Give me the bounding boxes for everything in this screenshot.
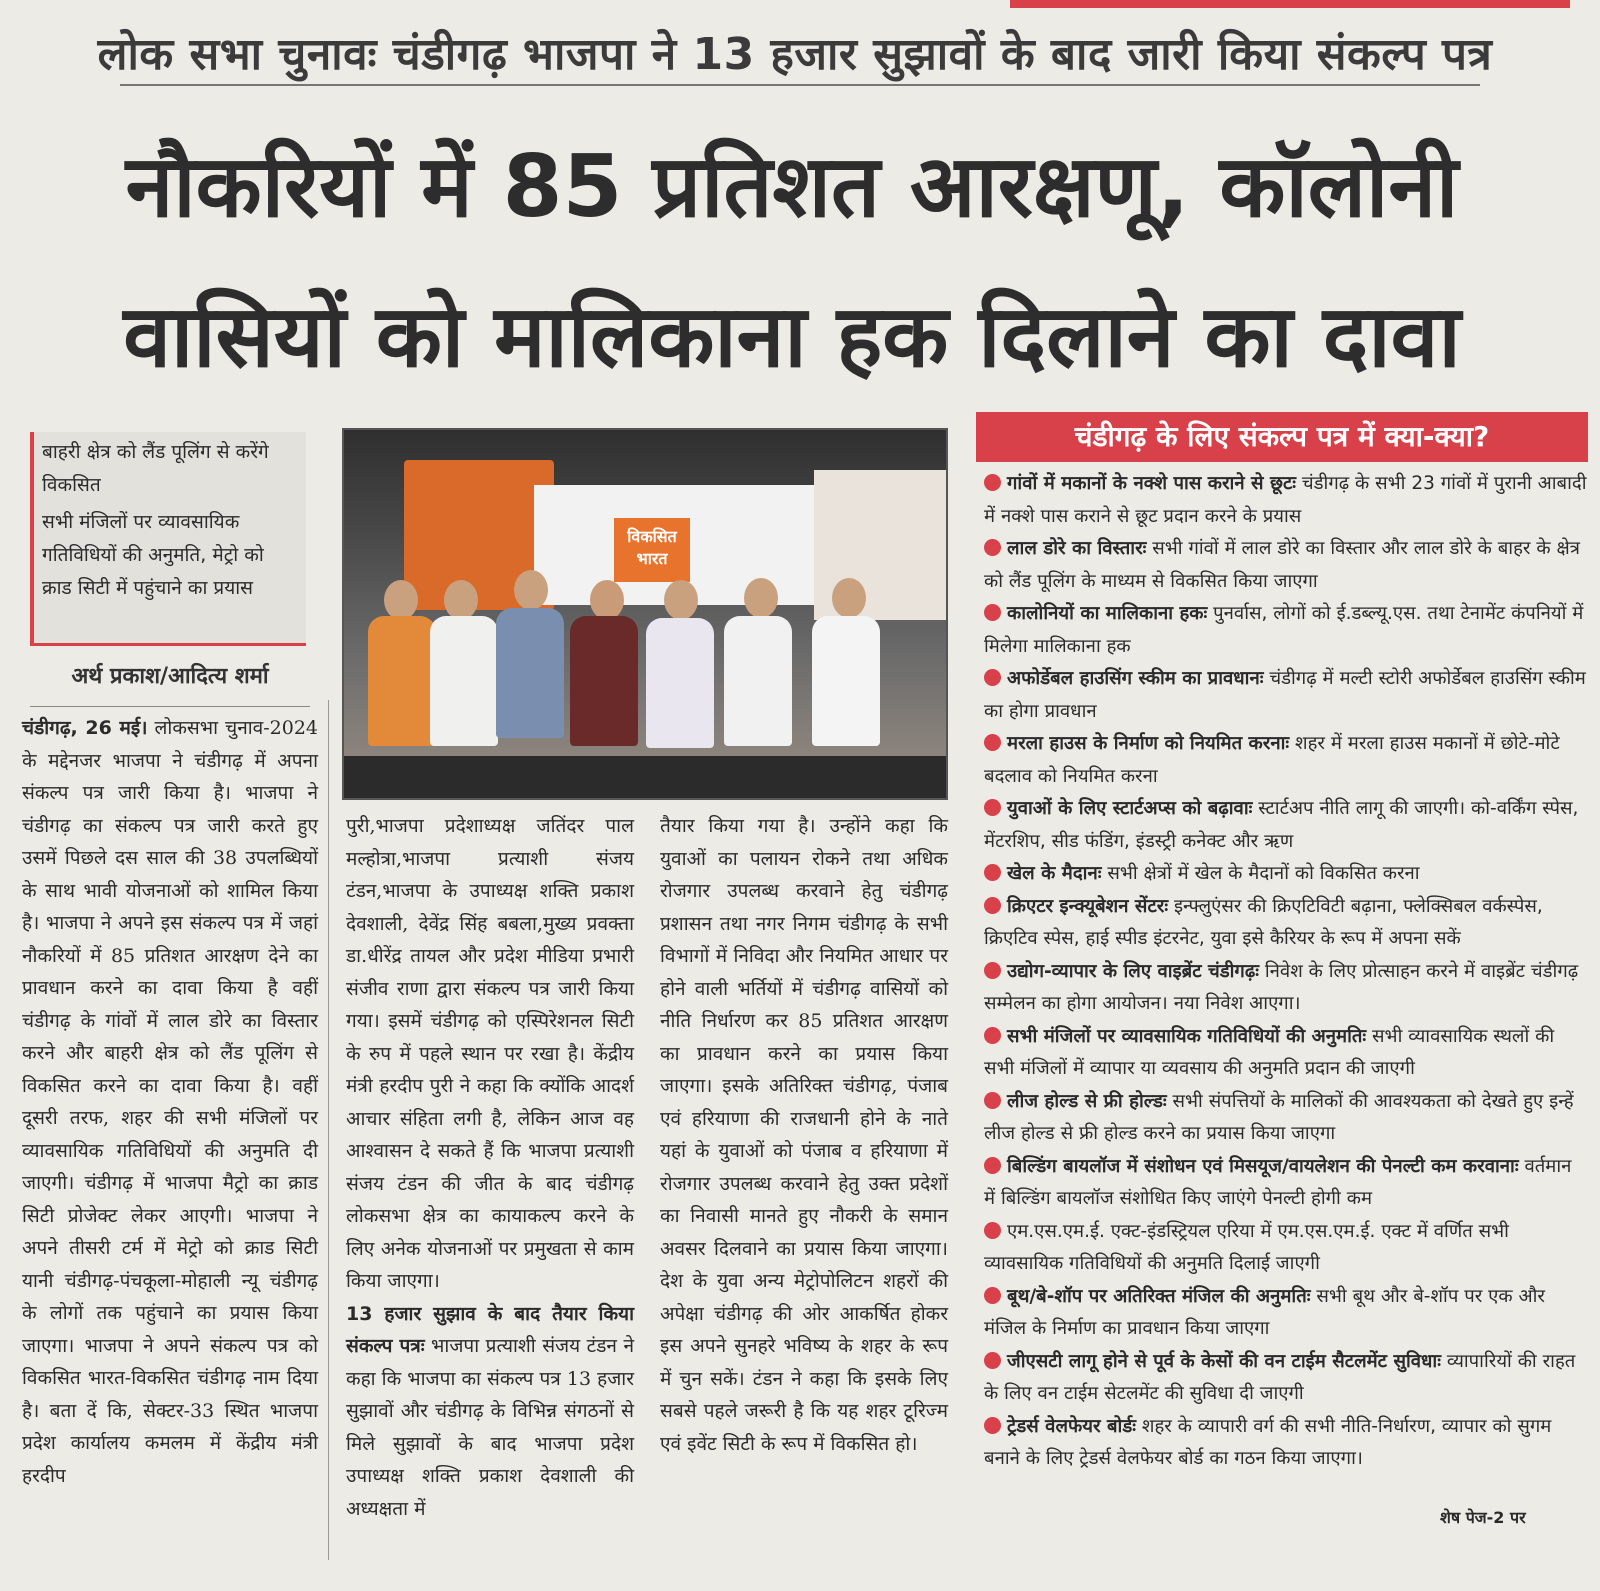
manifesto-box-title: चंडीगढ़ के लिए संकल्प पत्र में क्या-क्या?: [976, 412, 1588, 462]
person-6-body: [724, 616, 792, 746]
manifesto-item-text: शहर के व्यापारी वर्ग की सभी नीति-निर्धारण, व्यापार को सुगम बनाने के लिए ट्रेडर्स वेलफेयर बोर्ड का गठन किया जाएगा।: [984, 1415, 1552, 1469]
person-1-head: [384, 580, 418, 620]
bullet-icon: [984, 669, 1001, 686]
article-column-1: [22, 712, 318, 1492]
manifesto-item-label: खेल के मैदानः: [1007, 863, 1102, 884]
person-4-body: [570, 616, 638, 746]
column-3-text: तैयार किया गया है। उन्होंने कहा कि युवाओं का पलायन रोकने तथा अधिक रोजगार उपलब्ध करवाने हेतु चंडीगढ़ प्रशासन तथा नगर निगम चंडीगढ़ के सभी विभागों में निविदा और नियमित आधार पर होने वाली भर्तियों में चंडीगढ़ वासियों को नीति निर्धारण कर 85 प्रतिशत आरक्षण का प्रावधान करने का प्रयास किया जाएगा। इसके अतिरिक्त चंडीगढ़, पंजाब एवं हरियाणा की राजधानी होने के नाते यहां के युवाओं को पंजाब व हरियाणा में रोजगार उपलब्ध करवाने हेतु उक्त प्रदेशों का निवासी मानते हुए नौकरी के समान अवसर दिलवाने का प्रयास किया जाएगा। देश के युवा अन्य मेट्रोपोलिटन शहरों की अपेक्षा चंडीगढ़ की ओर आकर्षित होकर इस अपने सुनहरे भविष्य के शहर के रूप में चुन सकें। टंडन ने कहा कि इसके लिए सबसे पहले जरूरी है कि यह शहर टूरिज्म एवं इवेंट सिटी के रूप में विकसित हो।: [660, 815, 948, 1455]
manifesto-items-list: [976, 462, 1588, 1476]
bullet-icon: [984, 734, 1001, 751]
highlights-box: [30, 432, 306, 646]
column-1-text: लोकसभा चुनाव-2024 के मद्देनजर भाजपा ने चंडीगढ़ में अपना संकल्प पत्र जारी किया है। भाजपा ने चंडीगढ़ का संकल्प पत्र जारी करते हुए उसमें पिछले दस साल की 38 उपलब्धियों के साथ भावी योजनाओं को शामिल किया है। भाजपा ने अपने इस संकल्प पत्र में जहां नौकरियों में 85 प्रतिशत आरक्षण देने का प्रावधान करने का दावा किया है वहीं चंडीगढ़ के गांवों में लाल डोरे का विस्तार करने और बाहरी क्षेत्र को लैंड पूलिंग से विकसित करने का दावा किया है। वहीं दूसरी तरफ, शहर की सभी मंजिलों पर व्यावसायिक गतिविधियों की अनुमति दी जाएगी। चंडीगढ़ में भाजपा मैट्रो का क्राड सिटी प्रोजेक्ट लेकर आएगी। भाजपा ने अपने तीसरी टर्म में मेट्रो को क्राड सिटी यानी चंडीगढ़-पंचकूला-मोहाली न्यू चंडीगढ़ के लोगों तक पहुंचाने का प्रयास किया जाएगा। भाजपा ने अपने संकल्प पत्र को विकसित भारत-विकसित चंडीगढ़ नाम दिया है। बता दें कि, सेक्टर-33 स्थित भाजपा प्रदेश कार्यालय कमलम में केंद्रीय मंत्री हरदीप: [22, 717, 319, 1487]
manifesto-item-label: गांवों में मकानों के नक्शे पास कराने से छूटः: [1007, 473, 1297, 494]
bullet-icon: [984, 1027, 1001, 1044]
kicker-underline: [120, 84, 1480, 86]
person-6-head: [744, 578, 778, 618]
photo-banner-text: विकसित भारत: [627, 527, 677, 568]
headline-line-2: वासियों को मालिकाना हक दिलाने का दावा: [123, 287, 1461, 387]
press-conference-photo: [342, 428, 948, 800]
manifesto-item-label: क्रिएटर इन्क्यूबेशन सेंटरः: [1007, 895, 1169, 917]
manifesto-item: [984, 1346, 1588, 1411]
bullet-icon: [984, 962, 1001, 979]
manifesto-item-label: सभी मंजिलों पर व्यावसायिक गतिविधियों की अनुमतिः: [1007, 1025, 1367, 1047]
manifesto-item-text: सभी क्षेत्रों में खेल के मैदानों को विकसित करना: [1101, 863, 1420, 884]
column-rule-1: [328, 700, 329, 1560]
manifesto-item-text: शहर में मरला हाउस मकानों में छोटे-मोटे बदलाव को नियमित करना: [984, 733, 1560, 787]
manifesto-item: [984, 663, 1588, 728]
continued-on-page: शेष पेज-2 पर: [1440, 1508, 1526, 1527]
manifesto-item-label: ट्रेडर्स वेलफेयर बोर्डः: [1007, 1415, 1136, 1437]
bullet-icon: [984, 1222, 1001, 1239]
manifesto-item: [984, 1151, 1588, 1216]
manifesto-item: [984, 858, 1588, 891]
manifesto-item: [984, 1216, 1588, 1281]
manifesto-item: [984, 1021, 1588, 1086]
manifesto-item-text: सभी बूथ और बे-शॉप पर एक और मंजिल के निर्माण का प्रावधान किया जाएगा: [984, 1285, 1545, 1339]
top-red-bar: [1010, 0, 1570, 8]
dateline: चंडीगढ़, 26 मई।: [22, 717, 148, 739]
headline-line-1: नौकरियों में 85 प्रतिशत आरक्षणू, कॉलोनी: [125, 137, 1459, 237]
byline: अर्थ प्रकाश/आदित्य शर्मा: [30, 660, 310, 707]
manifesto-item-text: स्टार्टअप नीति लागू की जाएगी। को-वर्किंग स्पेस, मेंटरशिप, सीड फंडिंग, इंडस्ट्री कनेक्ट और ऋण: [984, 798, 1579, 852]
person-2-body: [430, 616, 498, 746]
manifesto-item: [984, 1281, 1588, 1346]
manifesto-item-text: व्यापारियों की राहत के लिए वन टाईम सेटलमेंट की सुविधा दी जाएगी: [984, 1350, 1576, 1404]
manifesto-item: [984, 956, 1588, 1021]
bullet-icon: [984, 539, 1001, 556]
manifesto-item-text: चंडीगढ़ में मल्टी स्टोरी अफोर्डेबल हाउसिंग स्कीम का होगा प्रावधान: [984, 668, 1586, 722]
bullet-icon: [984, 1092, 1001, 1109]
manifesto-item: [984, 533, 1588, 598]
manifesto-item-text: सभी संपत्तियों के मालिकों की आवश्यकता को देखते हुए इन्हें लीज होल्ड से फ्री होल्ड करने का प्रयास किया जाएगा: [984, 1090, 1574, 1144]
manifesto-item-label: बूथ/बे-शॉप पर अतिरिक्त मंजिल की अनुमतिः: [1007, 1285, 1311, 1307]
bullet-icon: [984, 604, 1001, 621]
person-1-body: [368, 616, 436, 746]
person-2-head: [444, 580, 478, 620]
manifesto-item-text: इन्फ्लुएंसर की क्रिएटिविटी बढ़ाना, फ्लेक्सिबल वर्कस्पेस, क्रिएटिव स्पेस, हाई स्पीड इंटरनेट, युवा इसे कैरियर के रूप में अपना सकें: [984, 895, 1543, 949]
manifesto-item-text: निवेश के लिए प्रोत्साहन करने में वाइब्रेंट चंडीगढ़ सम्मेलन का होगा आयोजन। नया निवेश आएगा।: [984, 960, 1579, 1014]
manifesto-item-text: पुनर्वास, लोगों को ई.डब्ल्यू.एस. तथा टेनामेंट कंपनियों में मिलेगा मालिकाना हक: [984, 603, 1584, 657]
bullet-icon: [984, 897, 1001, 914]
subhead: 13 हजार सुझाव के बाद तैयार किया संकल्प पत्रः: [346, 1302, 634, 1357]
manifesto-item-text: वर्तमान में बिल्डिंग बायलॉज संशोधित किए जाएंगे पेनल्टी होगी कम: [984, 1155, 1572, 1209]
person-5-body: [646, 618, 714, 748]
highlight-2: सभी मंजिलों पर व्यावसायिक गतिविधियों की अनुमति, मेट्रो को क्राड सिटी में पहुंचाने का प्रयास: [42, 511, 264, 599]
manifesto-item: [984, 1086, 1588, 1151]
person-7-head: [832, 578, 866, 618]
manifesto-item: [984, 793, 1588, 858]
person-5-head: [664, 580, 698, 620]
manifesto-item-text: चंडीगढ़ के सभी 23 गांवों में पुरानी आबादी में नक्शे पास कराने से छूट प्रदान करने के प्रयास: [984, 473, 1587, 527]
bullet-icon: [984, 1157, 1001, 1174]
manifesto-item-text: एम.एस.एम.ई. एक्ट-इंडस्ट्रियल एरिया में एम.एस.एम.ई. एक्ट में वर्णित सभी व्यावसायिक गतिविधियों की अनुमति दिलाई जाएगी: [984, 1220, 1509, 1274]
manifesto-item-label: लाल डोरे का विस्तारः: [1007, 538, 1147, 559]
bullet-icon: [984, 1287, 1001, 1304]
manifesto-item: [984, 1411, 1588, 1476]
manifesto-item-text: सभी गांवों में लाल डोरे का विस्तार और लाल डोरे के बाहर के क्षेत्र को लैंड पूलिंग के माध्यम से विकसित किया जाएगा: [984, 538, 1580, 592]
manifesto-item-label: मरला हाउस के निर्माण को नियमित करनाः: [1007, 733, 1290, 754]
column-2-text-continued: भाजपा प्रत्याशी संजय टंडन ने कहा कि भाजपा का संकल्प पत्र 13 हजार सुझावों और चंडीगढ़ के विभिन्न संगठनों से मिले सुझावों के बाद भाजपा प्रदेश उपाध्यक्ष शक्ति प्रकाश देवशाली की अध्यक्षता में: [346, 1335, 634, 1520]
manifesto-item-label: कालोनियों का मालिकाना हकः: [1007, 603, 1208, 624]
bullet-icon: [984, 864, 1001, 881]
person-7-body: [812, 616, 880, 746]
manifesto-item: [984, 891, 1588, 956]
bullet-icon: [984, 799, 1001, 816]
bullet-icon: [984, 474, 1001, 491]
manifesto-item: [984, 468, 1588, 533]
manifesto-item-label: युवाओं के लिए स्टार्टअप्स को बढ़ावाः: [1007, 798, 1253, 819]
article-column-2: [346, 810, 634, 1525]
photo-table: [344, 756, 946, 798]
manifesto-item-label: उद्योग-व्यापार के लिए वाइब्रेंट चंडीगढ़ः: [1007, 960, 1259, 982]
article-column-3: [660, 810, 948, 1460]
manifesto-item-label: अफोर्डेबल हाउसिंग स्कीम का प्रावधानः: [1007, 668, 1264, 689]
manifesto-item: [984, 598, 1588, 663]
highlight-1: बाहरी क्षेत्र को लैंड पूलिंग से करेंगे विकसित: [42, 441, 269, 496]
manifesto-item-label: बिल्डिंग बायलॉज में संशोधन एवं मिसयूज/वायलेशन की पेनल्टी कम करवानाः: [1007, 1155, 1519, 1177]
person-4-head: [590, 580, 624, 620]
kicker-headline: लोक सभा चुनावः चंडीगढ़ भाजपा ने 13 हजार सुझावों के बाद जारी किया संकल्प पत्र: [97, 29, 1493, 80]
manifesto-item-label: लीज होल्ड से फ्री होल्डः: [1007, 1090, 1167, 1112]
bullet-icon: [984, 1417, 1001, 1434]
manifesto-highlights-box: [976, 412, 1588, 1520]
manifesto-item: [984, 728, 1588, 793]
person-3-head: [514, 570, 548, 610]
column-2-text: पुरी,भाजपा प्रदेशाध्यक्ष जतिंदर पाल मल्होत्रा,भाजपा प्रत्याशी संजय टंडन,भाजपा के उपाध्यक्ष शक्ति प्रकाश देवशाली, देवेंद्र सिंह बबला,मुख्य प्रवक्ता डा.धीरेंद्र तायल और प्रदेश मीडिया प्रभारी संजीव राणा द्वारा संकल्प पत्र जारी किया गया। इसमें चंडीगढ़ को एस्पिरेशनल सिटी के रुप में पहले स्थान पर रखा है। केंद्रीय मंत्री हरदीप पुरी ने कहा कि क्योंकि आदर्श आचार संहिता लगी है, लेकिन आज वह आश्वासन दे सकते हैं कि भाजपा प्रत्याशी संजय टंडन की जीत के बाद चंडीगढ़ लोकसभा क्षेत्र का कायाकल्प करने के लिए अनेक योजनाओं पर प्रमुखता से काम किया जाएगा।: [346, 815, 634, 1292]
person-3-body: [496, 608, 564, 738]
photo-backdrop-logo: [614, 518, 690, 582]
main-headline: [12, 112, 1572, 412]
manifesto-item-text: सभी व्यावसायिक स्थलों की सभी मंजिलों में व्यापार या व्यवसाय की अनुमति प्रदान की जाएगी: [984, 1025, 1555, 1079]
manifesto-item-label: जीएसटी लागू होने से पूर्व के केसों की वन टाईम सैटलमेंट सुविधाः: [1007, 1350, 1441, 1372]
bullet-icon: [984, 1352, 1001, 1369]
